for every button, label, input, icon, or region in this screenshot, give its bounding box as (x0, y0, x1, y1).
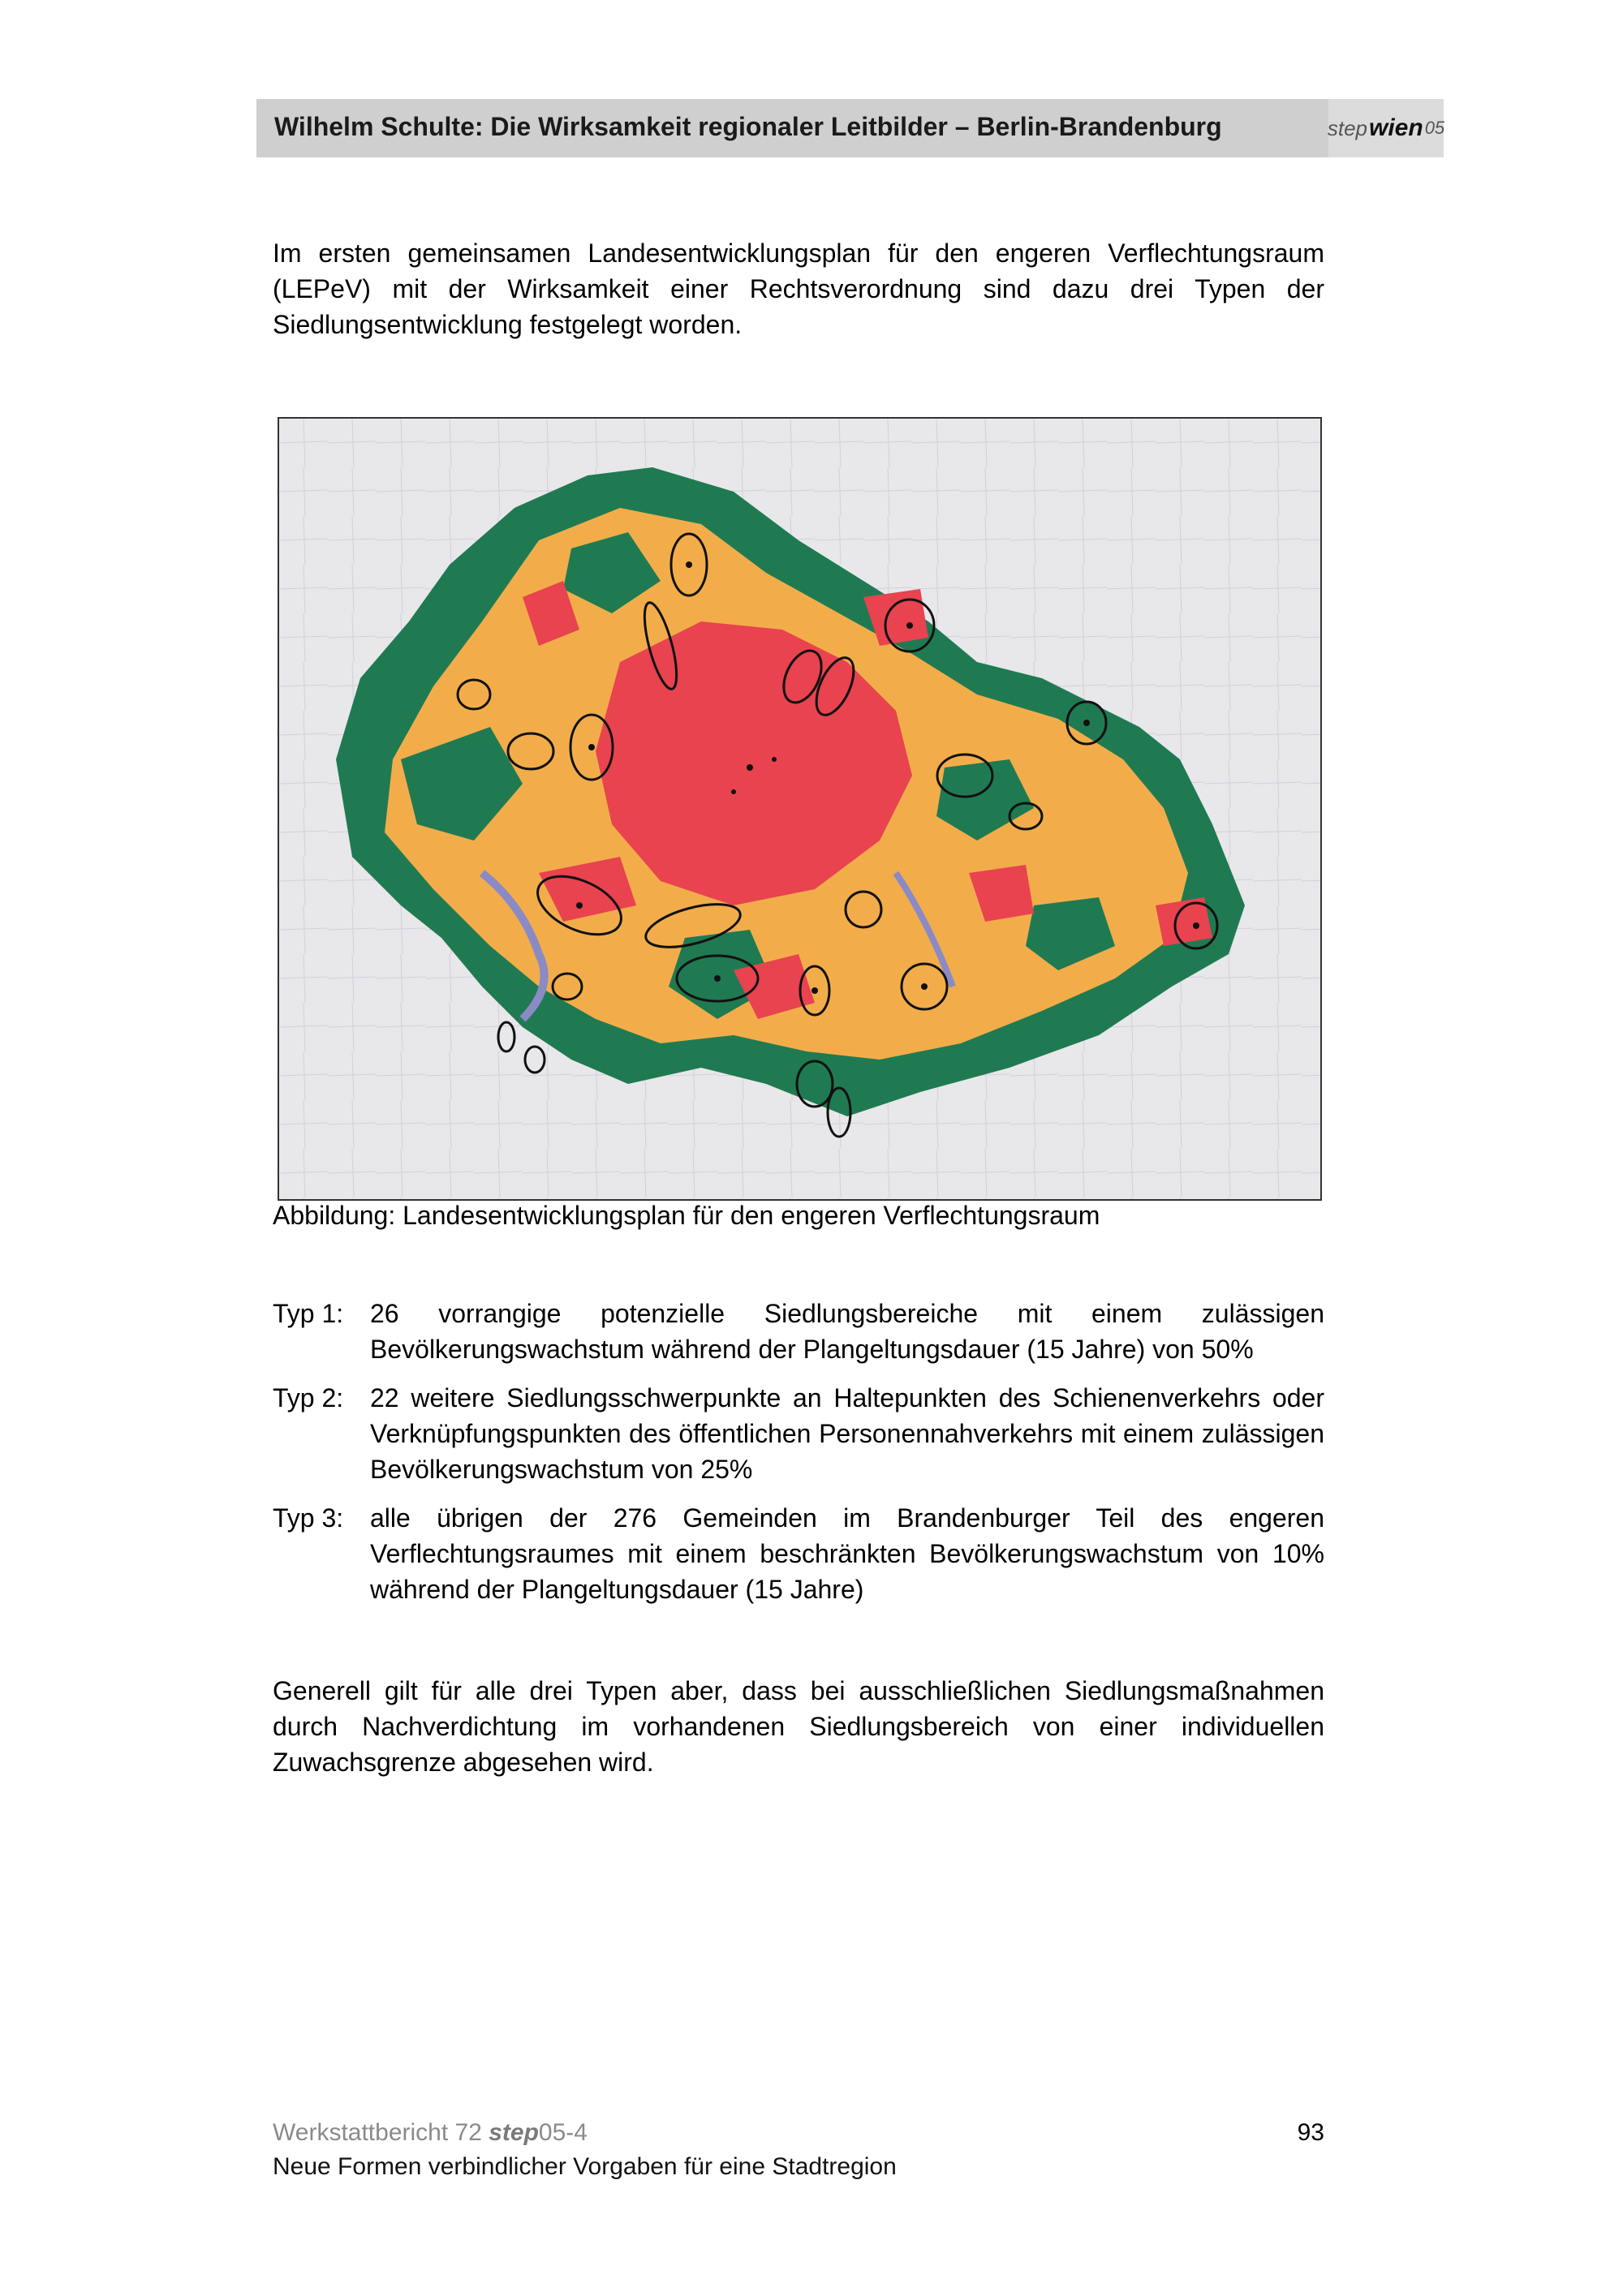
logo-step-text: step (1327, 115, 1367, 140)
document-header-title: Wilhelm Schulte: Die Wirksamkeit regionaler Leitbilder – Berlin-Brandenburg (274, 112, 1222, 141)
footer-series-suffix: 05-4 (538, 2119, 588, 2146)
logo-number-text: 05 (1424, 118, 1445, 138)
type-1-label: Typ 1: (273, 1299, 344, 1328)
footer-series-bold: step (489, 2119, 539, 2146)
logo-wien-text: wien (1369, 114, 1423, 141)
type-1-text: 26 vorrangige potenzielle Siedlungsbereiche mit einem zulässigen Bevölkerungswachstum während der Plangeltungsdauer (15 Jahre) von 50% (370, 1299, 1324, 1364)
type-1-item (273, 1296, 1324, 1367)
type-3-text: alle übrigen der 276 Gemeinden im Brandenburger Teil des engeren Verflechtungsraumes mit einem beschränkten Bevölkerungswachstum von 10% während der Plangeltungsdauer (15 Jahre) (370, 1503, 1324, 1604)
page-number: 93 (1297, 2119, 1324, 2146)
type-3-item (273, 1500, 1324, 1607)
header-bar (256, 99, 1444, 157)
figure-caption: Abbildung: Landesentwicklungsplan für den engeren Verflechtungsraum (273, 1201, 1100, 1230)
type-2-label: Typ 2: (273, 1383, 344, 1412)
stepwien-logo (1328, 99, 1444, 157)
footer-series-prefix: Werkstattbericht 72 (273, 2119, 489, 2146)
closing-paragraph: Generell gilt für alle drei Typen aber, dass bei ausschließlichen Siedlungsmaßnahmen durch Nachverdichtung im vorhandenen Siedlungsbereich von einer individuellen Zuwachsgrenze abgesehen wird. (273, 1676, 1324, 1777)
map-graphic (279, 419, 1320, 1199)
type-2-item (273, 1380, 1324, 1487)
intro-paragraph: Im ersten gemeinsamen Landesentwicklungsplan für den engeren Verflechtungsraum (LEPeV) mit der Wirksamkeit einer Rechtsverordnung sind dazu drei Typen der Siedlungsentwicklung festgelegt worden. (273, 239, 1324, 339)
land-use-map (278, 417, 1322, 1201)
type-2-text: 22 weitere Siedlungsschwerpunkte an Haltepunkten des Schienenverkehrs oder Verknüpfungspunkten des öffentlichen Personennahverkehrs mit einem zulässigen Bevölkerungswachstum von 25% (370, 1383, 1324, 1484)
type-3-label: Typ 3: (273, 1503, 344, 1533)
footer-subtitle: Neue Formen verbindlicher Vorgaben für eine Stadtregion (273, 2153, 897, 2180)
footer-series (273, 2119, 588, 2147)
